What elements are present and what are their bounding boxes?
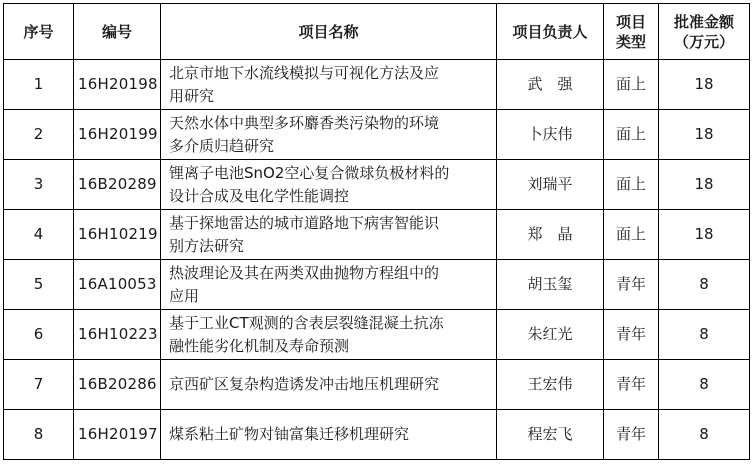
cell-name bbox=[161, 410, 497, 460]
cell-amount: 18 bbox=[659, 160, 750, 210]
cell-type: 青年 bbox=[604, 310, 659, 360]
cell-seq: 5 bbox=[4, 260, 74, 310]
cell-amount: 18 bbox=[659, 110, 750, 160]
cell-name-line2: 别方法研究 bbox=[169, 236, 245, 255]
cell-type: 青年 bbox=[604, 260, 659, 310]
cell-name-line1: 煤系粘土矿物对铀富集迁移机理研究 bbox=[169, 425, 410, 443]
cell-name-line1: 天然水体中典型多环麝香类污染物的环境 bbox=[169, 113, 440, 132]
cell-code: 16B20289 bbox=[74, 160, 161, 210]
table-body bbox=[4, 60, 750, 460]
cell-amount: 18 bbox=[659, 60, 750, 110]
table-row bbox=[4, 360, 750, 410]
table-row bbox=[4, 410, 750, 460]
header-amount-line1: 批准金额 bbox=[673, 12, 734, 31]
cell-leader: 武 强 bbox=[497, 60, 604, 110]
header-amount bbox=[659, 4, 750, 60]
project-table bbox=[3, 3, 750, 460]
cell-type: 面上 bbox=[604, 210, 659, 260]
cell-name bbox=[161, 310, 497, 360]
cell-type: 青年 bbox=[604, 410, 659, 460]
cell-type: 面上 bbox=[604, 60, 659, 110]
cell-leader: 刘瑞平 bbox=[497, 160, 604, 210]
table-row bbox=[4, 210, 750, 260]
cell-seq: 2 bbox=[4, 110, 74, 160]
cell-code: 16H20199 bbox=[74, 110, 161, 160]
cell-leader: 朱红光 bbox=[497, 310, 604, 360]
cell-code: 16H10223 bbox=[74, 310, 161, 360]
cell-seq: 4 bbox=[4, 210, 74, 260]
header-leader: 项目负责人 bbox=[497, 4, 604, 60]
cell-name bbox=[161, 160, 497, 210]
cell-type: 面上 bbox=[604, 160, 659, 210]
cell-seq: 8 bbox=[4, 410, 74, 460]
table-row bbox=[4, 260, 750, 310]
cell-type: 面上 bbox=[604, 110, 659, 160]
header-type-line1: 项目 bbox=[615, 12, 646, 31]
table-row bbox=[4, 160, 750, 210]
cell-code: 16B20286 bbox=[74, 360, 161, 410]
cell-seq: 6 bbox=[4, 310, 74, 360]
cell-amount: 8 bbox=[659, 360, 750, 410]
cell-amount: 8 bbox=[659, 310, 750, 360]
table-row bbox=[4, 110, 750, 160]
cell-seq: 7 bbox=[4, 360, 74, 410]
cell-name bbox=[161, 210, 497, 260]
cell-name-line2: 多介质归趋研究 bbox=[169, 136, 275, 155]
cell-type: 青年 bbox=[604, 360, 659, 410]
cell-leader: 程宏飞 bbox=[497, 410, 604, 460]
header-row bbox=[4, 4, 750, 60]
cell-leader: 郑 晶 bbox=[497, 210, 604, 260]
cell-seq: 1 bbox=[4, 60, 74, 110]
cell-leader: 卜庆伟 bbox=[497, 110, 604, 160]
cell-name bbox=[161, 110, 497, 160]
cell-name-line2: 设计合成及电化学性能调控 bbox=[169, 186, 350, 205]
cell-name-line2: 应用 bbox=[169, 286, 200, 305]
cell-code: 16H20198 bbox=[74, 60, 161, 110]
project-table-container bbox=[3, 3, 750, 460]
cell-name-line1: 北京市地下水流线模拟与可视化方法及应 bbox=[169, 63, 440, 82]
cell-code: 16H10219 bbox=[74, 210, 161, 260]
cell-leader: 胡玉玺 bbox=[497, 260, 604, 310]
cell-name bbox=[161, 260, 497, 310]
table-row bbox=[4, 60, 750, 110]
cell-name-line1: 锂离子电池SnO2空心复合微球负极材料的 bbox=[169, 163, 450, 182]
cell-seq: 3 bbox=[4, 160, 74, 210]
cell-name-line2: 融性能劣化机制及寿命预测 bbox=[169, 336, 350, 355]
cell-amount: 8 bbox=[659, 260, 750, 310]
header-type-line2: 类型 bbox=[615, 32, 646, 51]
cell-name-line2: 用研究 bbox=[169, 86, 215, 105]
header-seq: 序号 bbox=[4, 4, 74, 60]
cell-name-line1: 基于工业CT观测的含表层裂缝混凝土抗冻 bbox=[169, 313, 444, 332]
header-code: 编号 bbox=[74, 4, 161, 60]
cell-leader: 王宏伟 bbox=[497, 360, 604, 410]
cell-code: 16H20197 bbox=[74, 410, 161, 460]
cell-amount: 18 bbox=[659, 210, 750, 260]
cell-name bbox=[161, 360, 497, 410]
cell-name-line1: 热波理论及其在两类双曲抛物方程组中的 bbox=[169, 263, 440, 282]
cell-amount: 8 bbox=[659, 410, 750, 460]
cell-name bbox=[161, 60, 497, 110]
cell-name-line1: 京西矿区复杂构造诱发冲击地压机理研究 bbox=[169, 375, 440, 393]
header-amount-line2: （万元） bbox=[673, 32, 734, 51]
cell-code: 16A10053 bbox=[74, 260, 161, 310]
header-name: 项目名称 bbox=[161, 4, 497, 60]
cell-name-line1: 基于探地雷达的城市道路地下病害智能识 bbox=[169, 213, 440, 232]
table-row bbox=[4, 310, 750, 360]
header-type bbox=[604, 4, 659, 60]
